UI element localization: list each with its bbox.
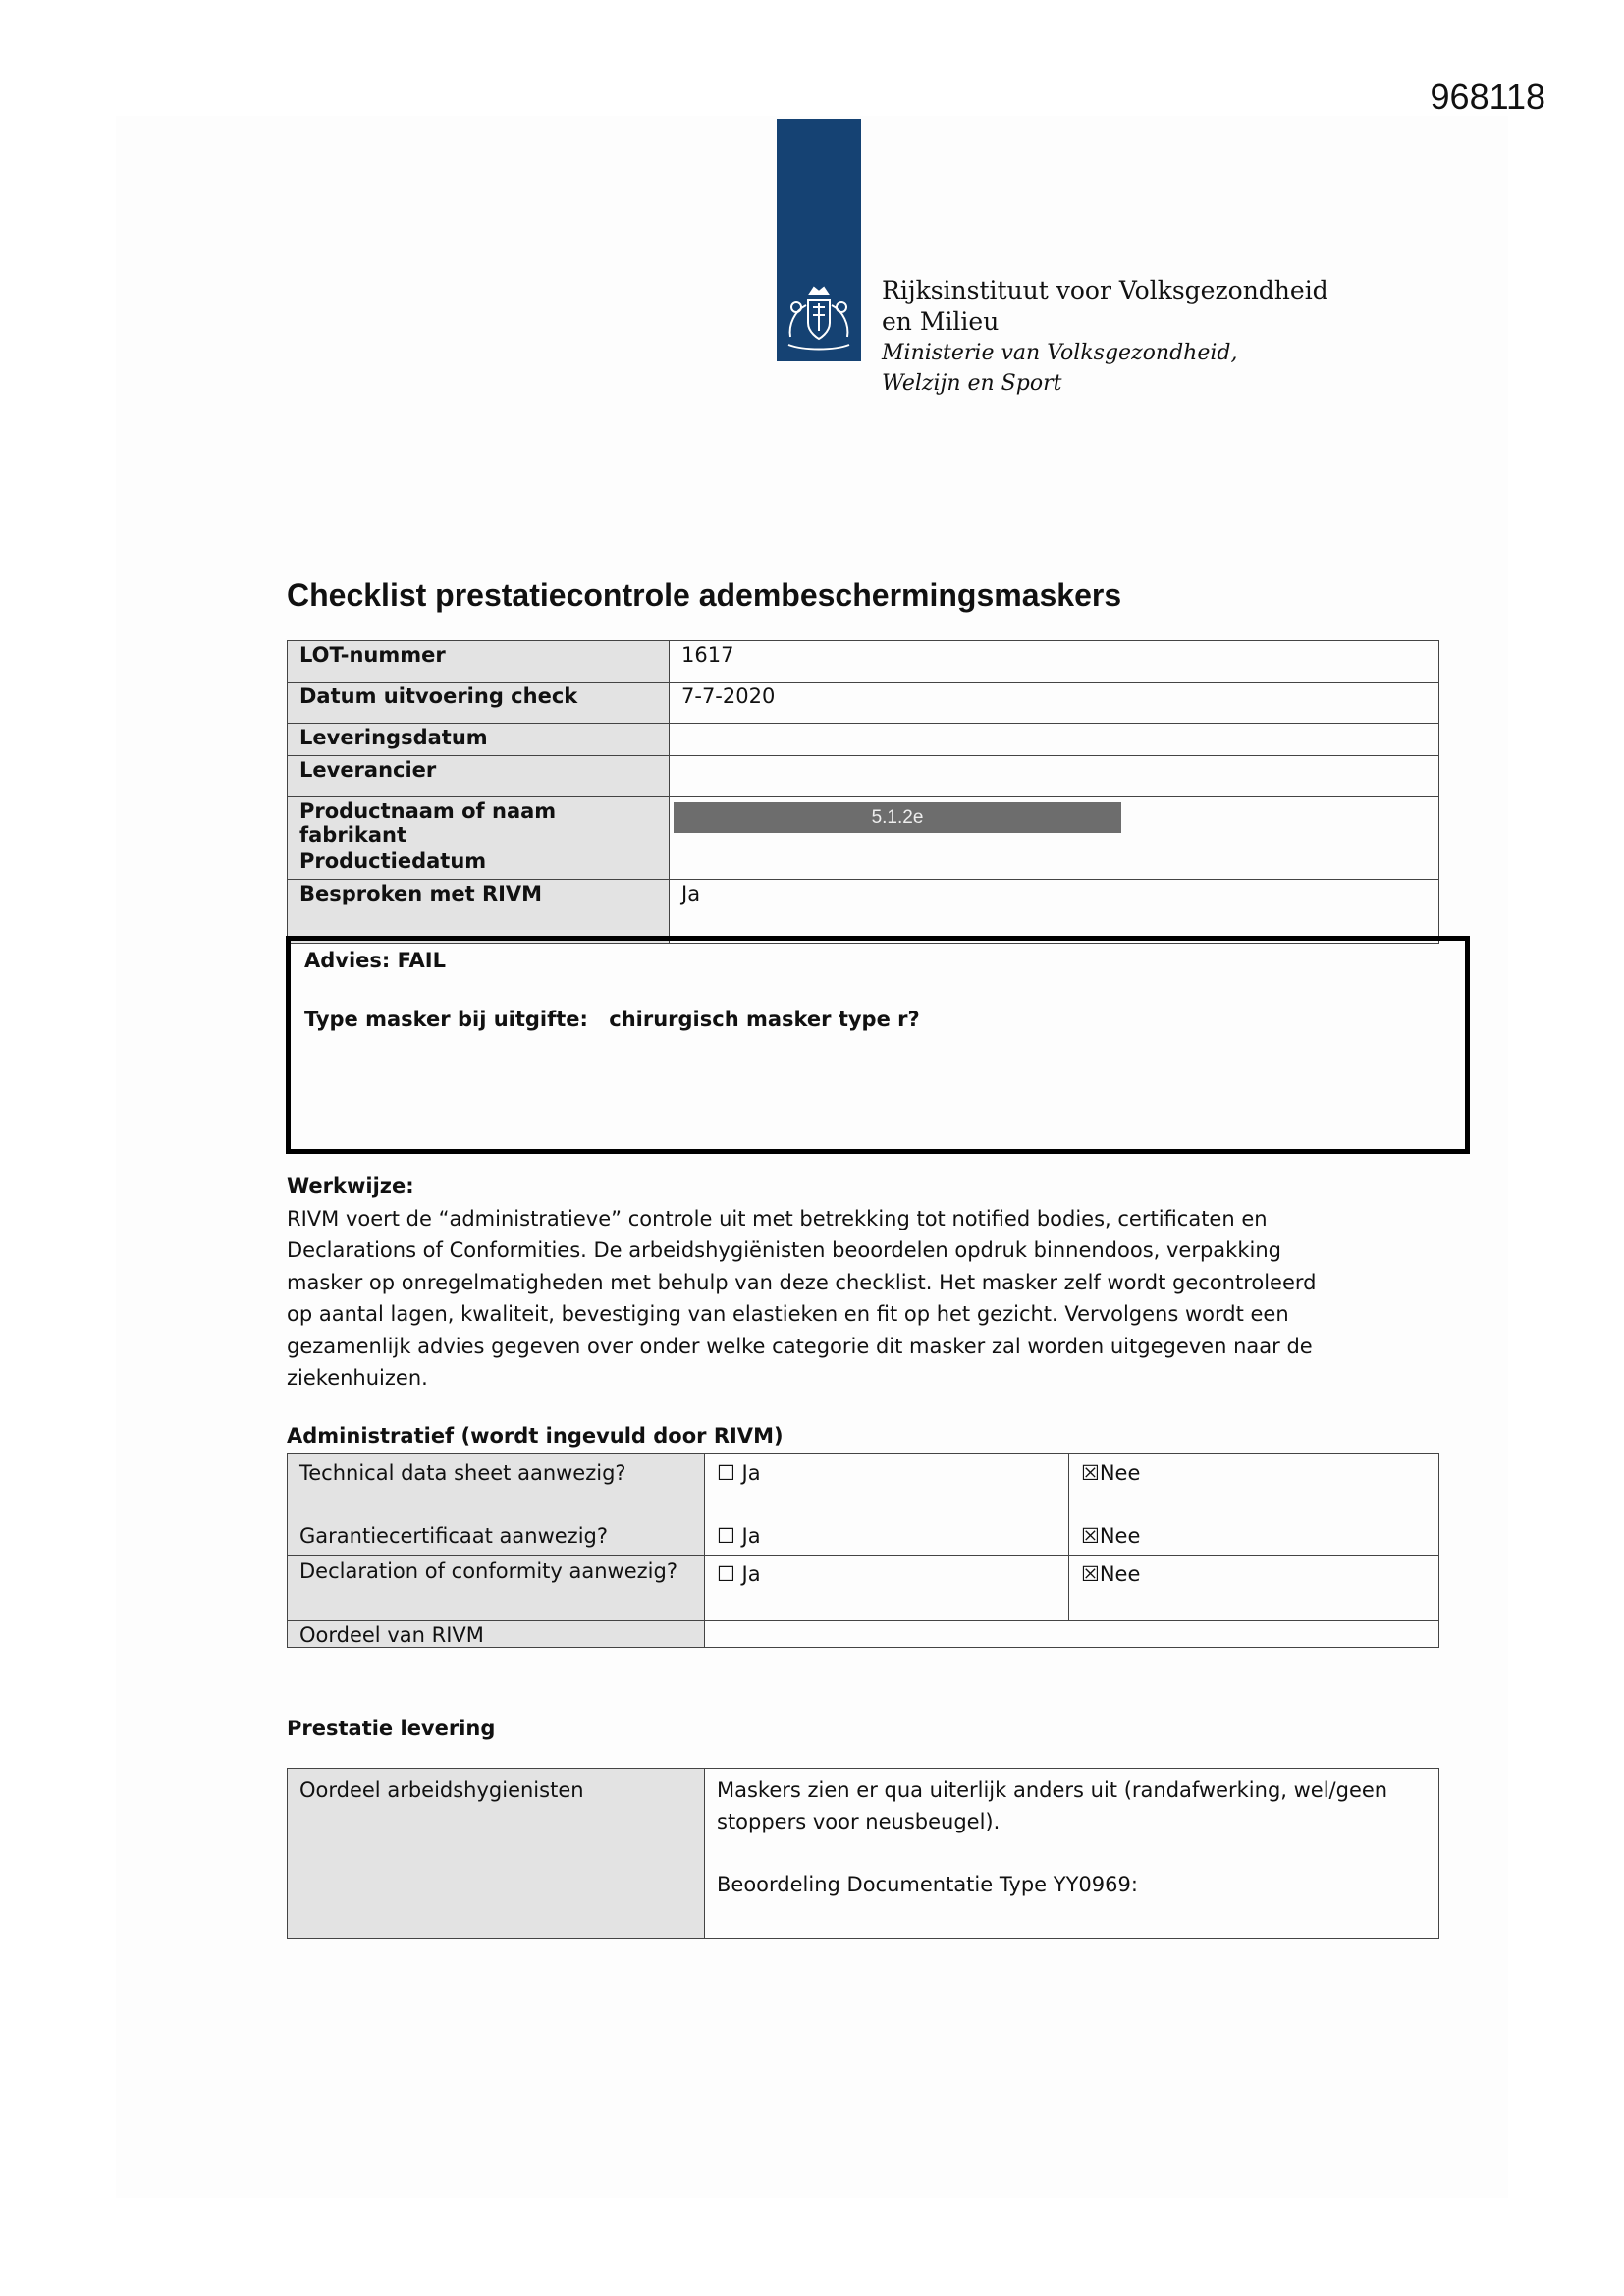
option-nee[interactable]	[1081, 1559, 1427, 1589]
table-row	[288, 1621, 1439, 1648]
admin-heading: Administratief (wordt ingevuld door RIVM)	[287, 1424, 784, 1448]
option-ja[interactable]	[717, 1559, 1056, 1589]
rivm-judgement-label: Oordeel van RIVM	[288, 1621, 705, 1648]
logo-line-ministry: Ministerie van Volksgezondheid,	[882, 341, 1238, 365]
ja-options-cell	[705, 1556, 1069, 1621]
table-row	[288, 847, 1439, 880]
option-ja[interactable]	[717, 1458, 1056, 1488]
nee-label: Nee	[1099, 1524, 1141, 1548]
delivery-date-value	[670, 724, 1439, 756]
checkbox-unchecked-icon[interactable]: ☐	[717, 1524, 735, 1548]
mask-type-line	[304, 1008, 1451, 1031]
method-line: ziekenhuizen.	[287, 1366, 428, 1390]
table-row	[288, 880, 1439, 944]
info-table	[287, 640, 1439, 944]
checkbox-checked-icon[interactable]: ☒	[1081, 1562, 1100, 1586]
table-row	[288, 756, 1439, 797]
question-guarantee-certificate: Garantiecertificaat aanwezig?	[299, 1524, 609, 1548]
performance-heading: Prestatie levering	[287, 1717, 496, 1740]
product-name-label: Productnaam of naam fabrikant	[288, 797, 670, 847]
judgement-line: Maskers zien er qua uiterlijk anders uit (randafwerking, wel/geen	[717, 1778, 1388, 1802]
hygienists-judgement-label: Oordeel arbeidshygienisten	[288, 1769, 705, 1939]
discussed-label: Besproken met RIVM	[288, 880, 670, 944]
advice-box	[286, 936, 1470, 1154]
ja-label: Ja	[741, 1562, 761, 1586]
method-line: op aantal lagen, kwaliteit, bevestiging van elastieken en fit op het gezicht. Vervolgens wordt een	[287, 1302, 1289, 1326]
supplier-label: Leverancier	[288, 756, 670, 797]
checkbox-checked-icon[interactable]: ☒	[1081, 1461, 1100, 1485]
checkbox-unchecked-icon[interactable]: ☐	[717, 1461, 735, 1485]
mask-type-label: Type masker bij uitgifte:	[304, 1008, 588, 1031]
delivery-date-label: Leveringsdatum	[288, 724, 670, 756]
option-ja[interactable]	[717, 1521, 1056, 1551]
logo-line-ministry-2: Welzijn en Sport	[882, 371, 1062, 396]
product-name-value	[670, 797, 1439, 847]
judgement-line: Beoordeling Documentatie Type YY0969:	[717, 1873, 1138, 1896]
table-row	[288, 797, 1439, 847]
advice-result: Advies: FAIL	[304, 949, 447, 972]
document-number: 968118	[1430, 77, 1545, 117]
ja-label: Ja	[741, 1461, 761, 1485]
production-date-label: Productiedatum	[288, 847, 670, 880]
performance-table	[287, 1768, 1439, 1939]
logo-line-institute: Rijksinstituut voor Volksgezondheid	[882, 276, 1328, 304]
coat-of-arms-icon	[781, 286, 857, 356]
ja-label: Ja	[741, 1524, 761, 1548]
question-technical-data-sheet: Technical data sheet aanwezig?	[299, 1461, 626, 1485]
admin-questions-cell	[288, 1454, 705, 1556]
discussed-value: Ja	[670, 880, 1439, 944]
supplier-value	[670, 756, 1439, 797]
table-row	[288, 1454, 1439, 1556]
check-date-value: 7-7-2020	[670, 683, 1439, 724]
nee-options-cell	[1069, 1454, 1439, 1556]
production-date-value	[670, 847, 1439, 880]
judgement-line: stoppers voor neusbeugel).	[717, 1810, 1001, 1833]
lot-number-value: 1617	[670, 641, 1439, 683]
mask-type-value: chirurgisch masker type r?	[609, 1008, 920, 1031]
rijksoverheid-logo-bar	[777, 119, 861, 361]
admin-table	[287, 1453, 1439, 1648]
method-section	[287, 1171, 1386, 1394]
nee-label: Nee	[1099, 1562, 1141, 1586]
table-row	[288, 1556, 1439, 1621]
nee-options-cell	[1069, 1556, 1439, 1621]
rivm-judgement-value	[705, 1621, 1439, 1648]
table-row	[288, 683, 1439, 724]
table-row	[288, 724, 1439, 756]
logo-line-institute-2: en Milieu	[882, 307, 1000, 336]
ja-options-cell	[705, 1454, 1069, 1556]
redaction-block: 5.1.2e	[674, 802, 1121, 833]
method-line: Declarations of Conformities. De arbeidshygiënisten beoordelen opdruk binnendoos, verpakking	[287, 1238, 1281, 1262]
lot-number-label: LOT-nummer	[288, 641, 670, 683]
method-heading: Werkwijze:	[287, 1175, 414, 1198]
table-row	[288, 1769, 1439, 1939]
table-row	[288, 641, 1439, 683]
method-line: gezamenlijk advies gegeven over onder welke categorie dit masker zal worden uitgegeven naar de	[287, 1334, 1313, 1358]
method-line: RIVM voert de “administratieve” controle uit met betrekking tot notified bodies, certificaten en	[287, 1206, 1268, 1230]
question-declaration-of-conformity: Declaration of conformity aanwezig?	[288, 1556, 705, 1621]
hygienists-judgement-value	[705, 1769, 1439, 1939]
option-nee[interactable]	[1081, 1458, 1427, 1488]
checkbox-checked-icon[interactable]: ☒	[1081, 1524, 1100, 1548]
nee-label: Nee	[1099, 1461, 1141, 1485]
page-title: Checklist prestatiecontrole adembeschermingsmaskers	[287, 577, 1122, 613]
logo-text	[882, 275, 1328, 399]
checkbox-unchecked-icon[interactable]: ☐	[717, 1562, 735, 1586]
check-date-label: Datum uitvoering check	[288, 683, 670, 724]
option-nee[interactable]	[1081, 1521, 1427, 1551]
method-line: masker op onregelmatigheden met behulp van deze checklist. Het masker zelf wordt gecontroleerd	[287, 1270, 1317, 1294]
